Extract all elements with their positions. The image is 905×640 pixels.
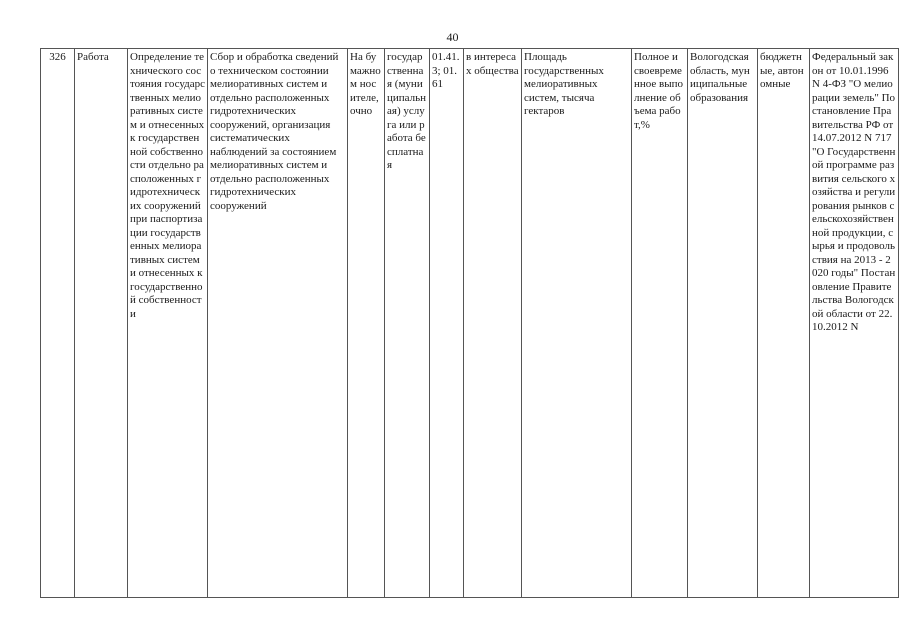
payment-cell: государственная (муниципальная) услуга или работа бесплатная xyxy=(385,49,430,598)
row-number-cell: 326 xyxy=(41,49,75,598)
type-cell: Работа xyxy=(75,49,128,598)
okved-cell: 01.41.3; 01.61 xyxy=(430,49,464,598)
quality-cell: Полное и своевременное выполнение объема работ,% xyxy=(632,49,688,598)
indicator-cell: Площадь государственных мелиоративных систем, тысяча гектаров xyxy=(522,49,632,598)
form-cell: На бумажном носителе, очно xyxy=(348,49,385,598)
table-row xyxy=(41,49,899,598)
responsible-cell: Вологодская область, муниципальные образования xyxy=(688,49,758,598)
content-cell: Сбор и обработка сведений о техническом состоянии мелиоративных систем и отдельно расположенных гидротехнических сооружений, организация систематических наблюдений за состоянием мелиоративных систем и отдельно расположенных гидротехнических сооружений xyxy=(208,49,348,598)
registry-table xyxy=(40,48,899,598)
institutions-cell: бюджетные, автономные xyxy=(758,49,810,598)
interest-cell: в интересах общества xyxy=(464,49,522,598)
name-cell: Определение технического состояния государственных мелиоративных систем и отнесенных к государственной собственности отдельно расположенных гидротехнических сооружений при паспортизации государственных мелиоративных систем и отнесенных к государственной собственности xyxy=(128,49,208,598)
page-number: 40 xyxy=(446,30,459,44)
legal-basis-cell: Федеральный закон от 10.01.1996 N 4-ФЗ "О мелиорации земель" Постановление Правительства РФ от 14.07.2012 N 717 "О Государственной программе развития сельского хозяйства и регулирования рынков сельскохозяйственной продукции, сырья и продовольствия на 2013 - 2020 годы" Постановление Правительства Вологодской области от 22.10.2012 N xyxy=(810,49,899,598)
